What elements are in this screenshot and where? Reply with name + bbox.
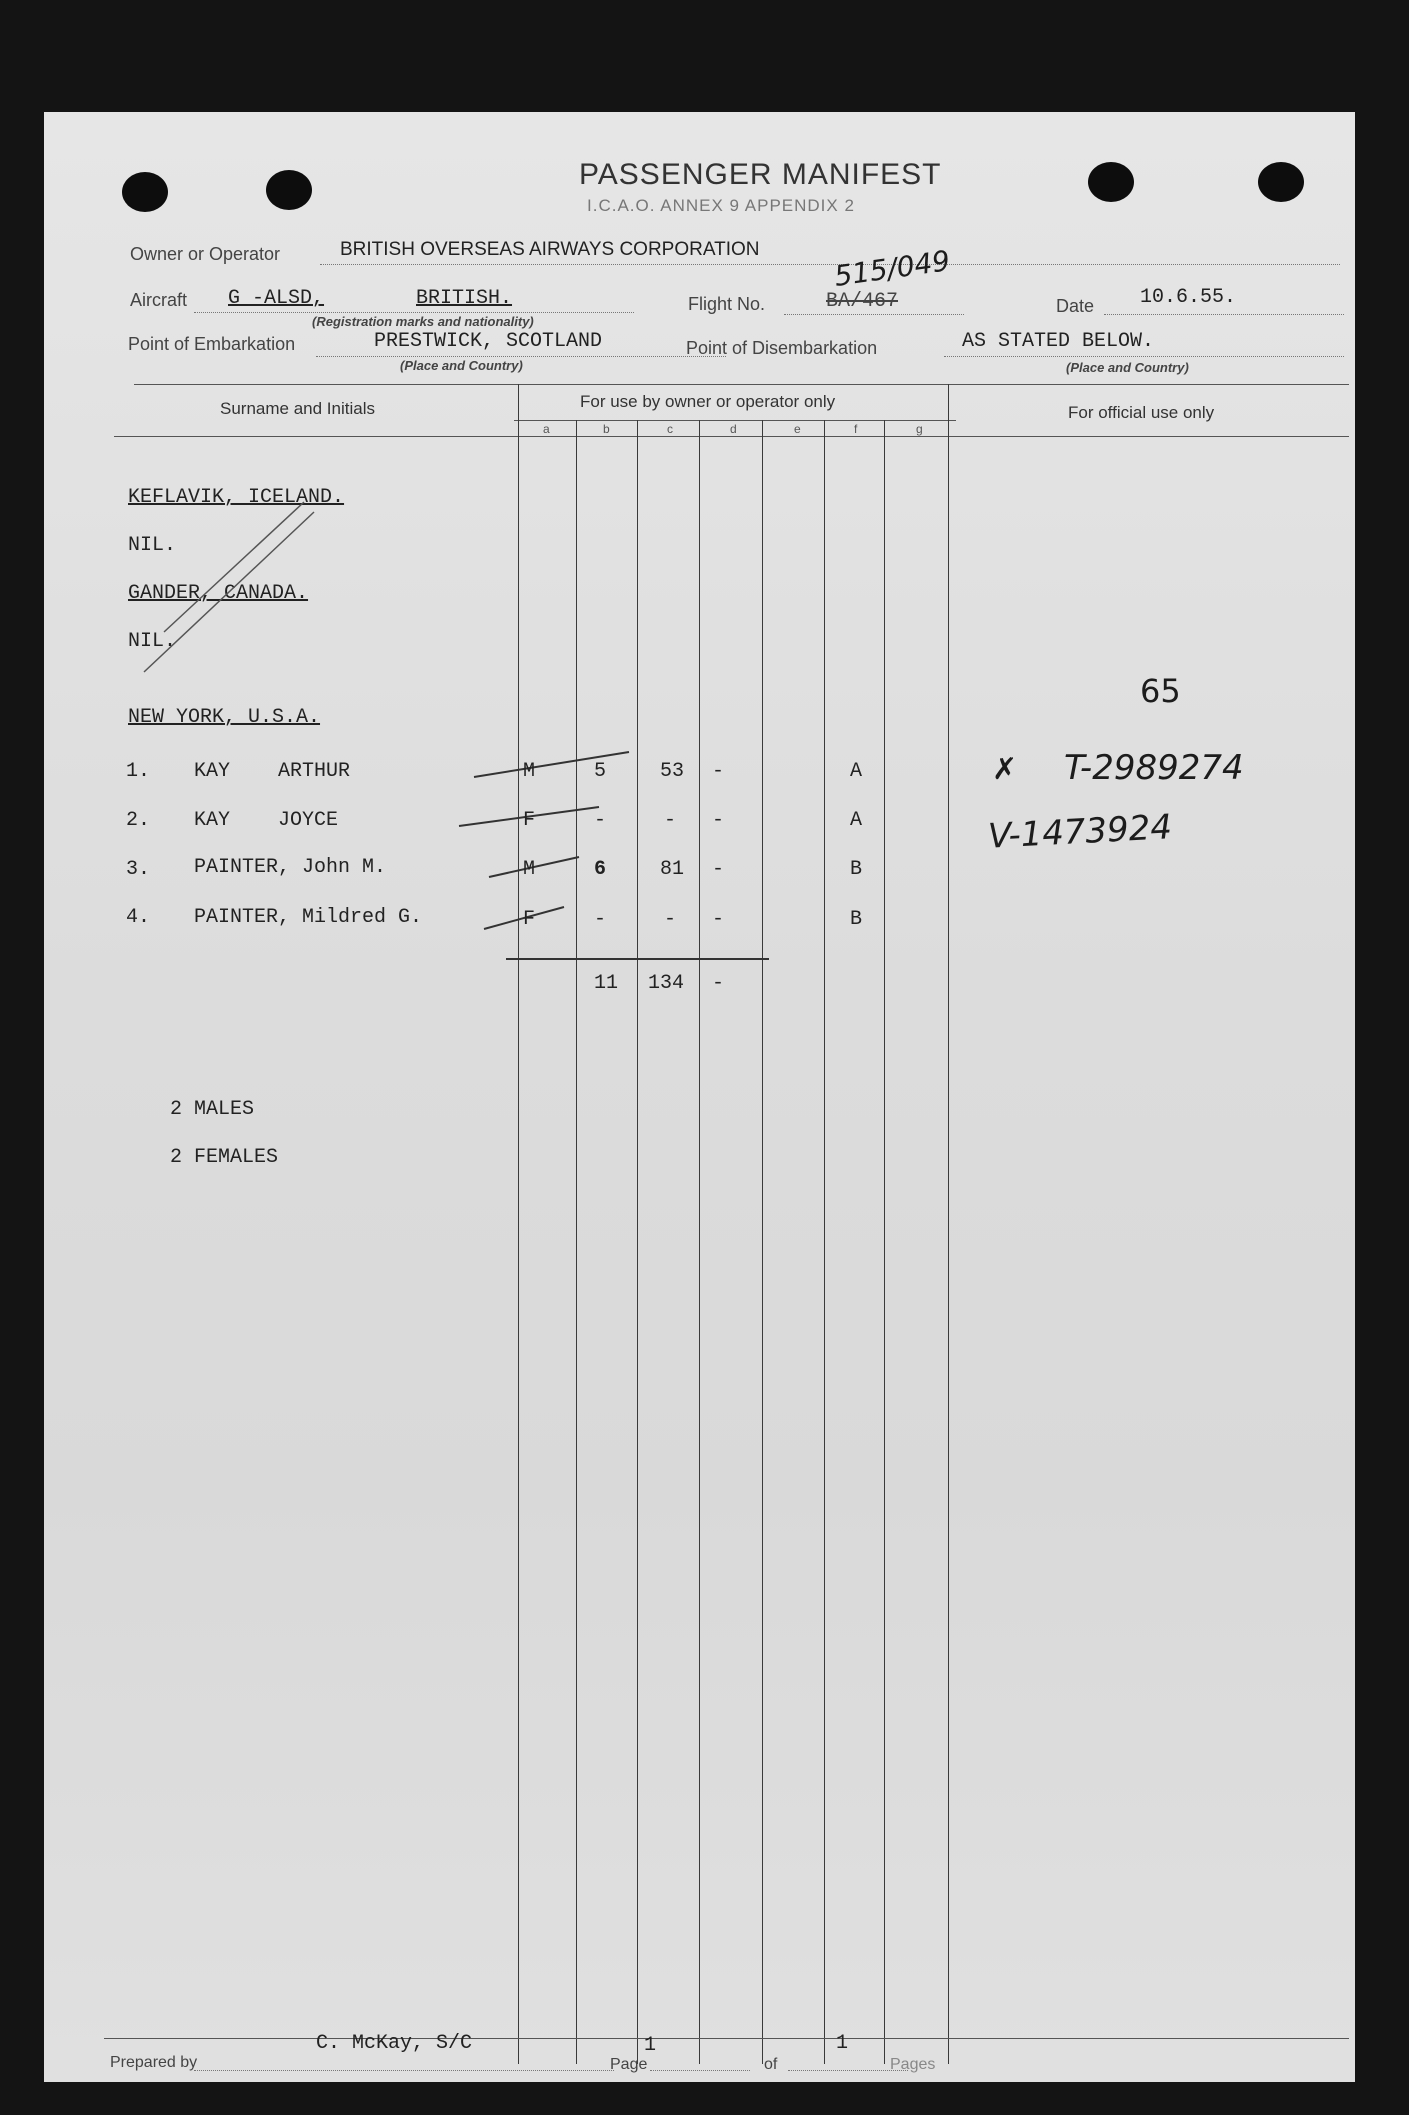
disembarkation-value: AS STATED BELOW. [962,330,1155,353]
passenger-col-b: 6 [594,858,607,881]
nationality-value: BRITISH. [416,287,513,310]
destination-gander: GANDER, CANADA. [128,582,309,605]
of-value: 1 [836,2032,849,2055]
destination-keflavik-note: NIL. [128,534,177,557]
page-title: PASSENGER MANIFEST [579,158,942,191]
destination-keflavik: KEFLAVIK, ICELAND. [128,486,345,509]
passenger-col-d: - [712,760,725,783]
passenger-col-f: A [850,809,863,832]
destination-new-york: NEW YORK, U.S.A. [128,706,321,729]
passenger-col-d: - [712,809,725,832]
passenger-col-c: - [664,908,677,931]
official-count: 65 [1140,672,1181,710]
aircraft-value: G -ALSD, [228,287,325,310]
passenger-number: 2. [126,809,151,832]
col-letter-g: g [916,422,923,436]
passenger-col-f: A [850,760,863,783]
passenger-col-c: - [664,809,677,832]
passenger-col-d: - [712,858,725,881]
owner-value: BRITISH OVERSEAS AIRWAYS CORPORATION [340,239,760,260]
of-label: of [764,2056,778,2073]
total-col-d: - [712,972,725,995]
place-caption-right: (Place and Country) [1066,360,1189,375]
flight-handwritten: 515/049 [832,244,953,293]
disembarkation-label: Point of Disembarkation [686,338,878,358]
check-mark-icon: ✗ [992,753,1018,786]
passenger-col-d: - [712,908,725,931]
summary-females: 2 FEMALES [170,1146,279,1169]
col-letter-a: a [543,422,550,436]
embarkation-label: Point of Embarkation [128,334,296,354]
passenger-col-b: - [594,908,607,931]
official-ref-1: T-2989274 [1064,748,1244,788]
page-label: Page [610,2056,648,2073]
destination-gander-note: NIL. [128,630,177,653]
col-letter-b: b [603,422,610,436]
flight-value: BA/467 [826,290,899,313]
surname-header: Surname and Initials [220,399,375,418]
strike-marks [44,112,1355,1112]
passenger-number: 1. [126,760,151,783]
passenger-name: PAINTER, John M. [194,856,387,879]
prepared-label: Prepared by [110,2054,198,2071]
official-ref-2: V-1473924 [987,807,1173,857]
page-subtitle: I.C.A.O. ANNEX 9 APPENDIX 2 [587,196,855,215]
col-letter-e: e [794,422,801,436]
aircraft-label: Aircraft [130,290,188,310]
total-col-c: 134 [648,972,685,995]
passenger-number: 4. [126,906,151,929]
passenger-col-c: 53 [660,760,685,783]
passenger-col-f: B [850,908,863,931]
prepared-line [194,2070,614,2071]
passenger-sex: M [523,760,536,783]
pages-label: Pages [890,2056,936,2073]
passenger-col-b: 5 [594,760,607,783]
summary-males: 2 MALES [170,1098,255,1121]
col-letter-d: d [730,422,737,436]
total-col-b: 11 [594,972,619,995]
passenger-col-c: 81 [660,858,685,881]
passenger-number: 3. [126,858,151,881]
registration-caption: (Registration marks and nationality) [312,314,534,329]
flight-label: Flight No. [688,294,766,314]
place-caption: (Place and Country) [400,358,523,373]
page-value: 1 [644,2034,657,2057]
prepared-value: C. McKay, S/C [316,2032,473,2055]
owner-use-header: For use by owner or operator only [580,392,836,411]
owner-label: Owner or Operator [130,244,281,264]
embarkation-value: PRESTWICK, SCOTLAND [374,330,603,353]
date-value: 10.6.55. [1140,286,1237,309]
passenger-sex: F [523,809,536,832]
passenger-name: KAY ARTHUR [194,760,351,783]
official-use-header: For official use only [1068,403,1215,422]
passenger-col-b: - [594,809,607,832]
date-label: Date [1056,296,1095,316]
manifest-sheet [44,112,1355,2082]
passenger-name: KAY JOYCE [194,809,339,832]
page-line [650,2070,750,2071]
passenger-name: PAINTER, Mildred G. [194,906,423,929]
col-letter-c: c [667,422,673,436]
passenger-sex: F [523,908,536,931]
col-letter-f: f [854,422,858,436]
passenger-col-f: B [850,858,863,881]
footer-rule [104,2038,1349,2039]
passenger-sex: M [523,858,536,881]
